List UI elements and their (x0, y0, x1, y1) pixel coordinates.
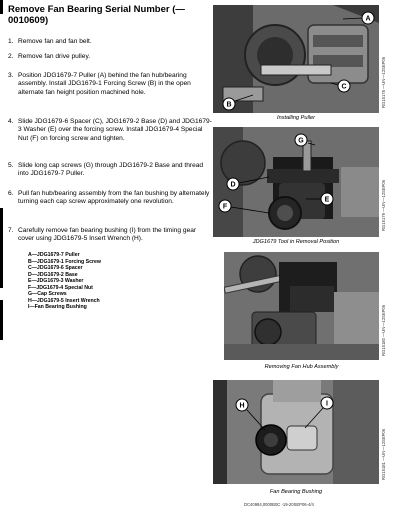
page-title: Remove Fan Bearing Serial Number (— 0010609) (8, 4, 185, 26)
svg-text:B: B (226, 101, 232, 109)
step-item (8, 190, 212, 207)
page-edge-mark (0, 208, 3, 288)
svg-text:H: H (239, 402, 245, 410)
figure-caption: Installing Puller (277, 115, 315, 121)
step-number: 5. (8, 162, 14, 169)
svg-text:D: D (230, 181, 236, 189)
step-number: 1. (8, 38, 14, 45)
step-text: Slide long cap screws (G) through JDG1679-2 Base and thread into JDG1679-7 Puller. (18, 162, 204, 178)
figure-caption: JDG1679 Tool in Removal Position (252, 239, 340, 245)
figure-tool-removal-position (213, 127, 379, 237)
engine-photo-3 (224, 252, 379, 360)
step-text: Carefully remove fan bearing bushing (I) from the timing gear cover using JDG1679-5 Insert Wrench (H). (18, 227, 197, 243)
figure-id: RG15179 —UN—12SEP06 (381, 179, 386, 231)
step-text: Pull fan hub/bearing assembly from the fan bushing by alternately turning each cap screw approximately one revolution. (18, 190, 210, 206)
step-item (8, 38, 212, 46)
step-number: 7. (8, 227, 14, 234)
svg-text:C: C (341, 83, 347, 91)
legend-item: F—JDG1679-4 Special Nut (28, 284, 93, 291)
step-number: 3. (8, 72, 14, 79)
engine-photo-4 (213, 380, 379, 484)
svg-text:G: G (298, 137, 304, 145)
figure-caption: Fan Bearing Bushing (269, 489, 323, 495)
legend-item: C—JDG1679-6 Spacer (28, 265, 83, 271)
page-edge-mark (0, 300, 3, 340)
document-footer: DC40984,0000B0C -19-20SEP06-4/4 (244, 502, 314, 507)
figure-caption: Removing Fan Hub Assembly (264, 364, 339, 370)
legend-item: B—JDG1679-1 Forcing Screw (28, 258, 101, 265)
svg-text:F: F (222, 203, 228, 211)
legend-item: I—Fan Bearing Bushing (28, 304, 87, 310)
legend-item: E—JDG1679-3 Washer (28, 278, 84, 284)
svg-text:I: I (326, 400, 328, 408)
legend-item: G—Cap Screws (28, 291, 67, 297)
step-text: Position JDG1679-7 Puller (A) behind the fan hub/bearing assembly. Install JDG1679-1 Forcing Screw (B) in the open alternate fan height position machined hole. (18, 72, 191, 96)
legend-item: H—JDG1679-5 Insert Wrench (28, 297, 100, 304)
step-item (8, 162, 212, 179)
legend-item: A—JDG1679-7 Puller (28, 252, 80, 258)
step-item (8, 118, 212, 143)
step-item (8, 72, 212, 97)
page-edge-mark (0, 0, 3, 14)
figure-id: RG15180 —UN—12SEP06 (381, 304, 386, 356)
figure-fan-bearing-bushing (213, 380, 379, 484)
svg-text:A: A (365, 15, 371, 23)
svg-text:E: E (324, 196, 330, 204)
engine-photo-1 (213, 5, 379, 113)
parts-legend (28, 252, 168, 311)
step-item (8, 227, 212, 244)
step-text: Remove fan drive pulley. (18, 53, 91, 60)
step-text: Slide JDG1679-6 Spacer (C), JDG1679-2 Base (D) and JDG1679-3 Washer (E) over the forcing screw. Install JDG1679-4 Special Nut (F) on forcing screw and tighten. (18, 118, 212, 142)
figure-removing-fan-hub (224, 252, 379, 360)
step-text: Remove fan and fan belt. (18, 38, 92, 45)
figure-installing-puller (213, 5, 379, 113)
legend-item: D—JDG1679-2 Base (28, 271, 78, 278)
engine-photo-2 (213, 127, 379, 237)
figure-id: RG15181 —UN—12SEP06 (381, 428, 386, 480)
step-item (8, 53, 212, 61)
step-number: 6. (8, 190, 14, 197)
step-number: 2. (8, 53, 14, 60)
step-number: 4. (8, 118, 14, 125)
figure-id: RG15178 —UN—12SEP06 (381, 56, 386, 108)
